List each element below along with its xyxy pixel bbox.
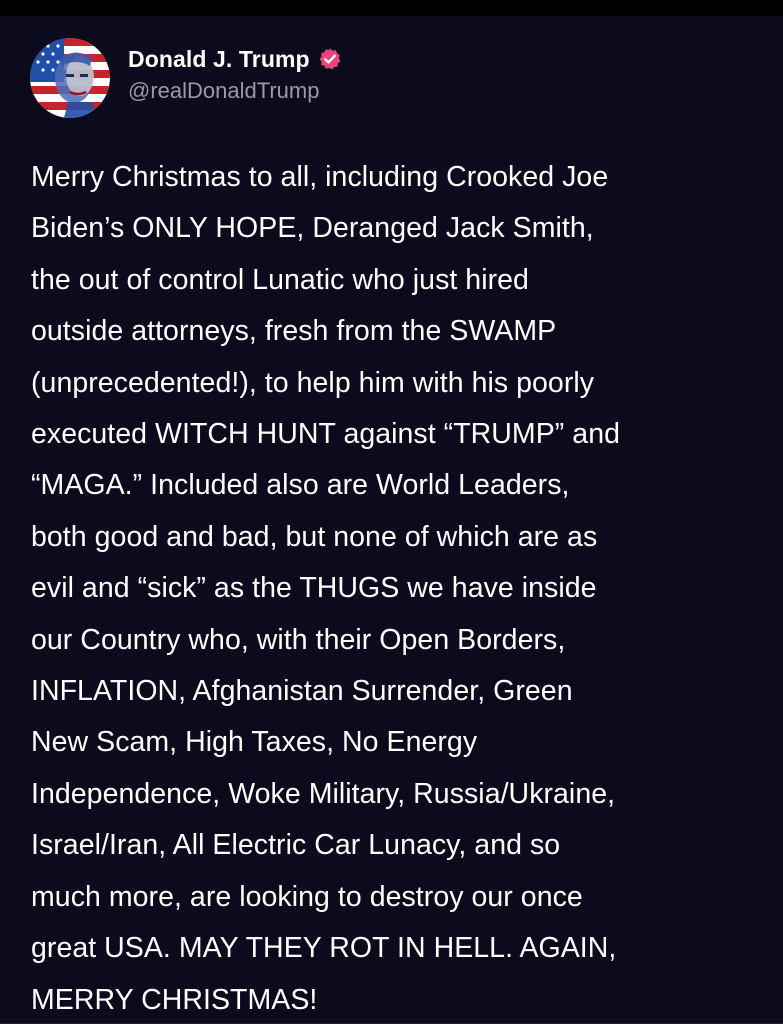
display-name[interactable]: Donald J. Trump	[128, 45, 310, 72]
verified-badge-icon	[318, 47, 342, 71]
avatar[interactable]	[30, 38, 110, 118]
top-edge-strip	[0, 0, 783, 16]
author-block	[128, 44, 342, 104]
post-body-text: Merry Christmas to all, including Crooked Joe Biden’s ONLY HOPE, Deranged Jack Smith, the out of control Lunatic who just hired outside attorneys, fresh from the SWAMP (unprecedented!), to help him with his poorly executed WITCH HUNT against “TRUMP” and “MAGA.” Included also are World Leaders, both good and bad, but none of which are as evil and “sick” as the THUGS we have inside our Country who, with their Open Borders, INFLATION, Afghanistan Surrender, Green New Scam, High Taxes, No Energy Independence, Woke Military, Russia/Ukraine, Israel/Iran, All Electric Car Lunacy, and so much more, are looking to destroy our once great USA. MAY THEY ROT IN HELL. AGAIN, MERRY CHRISTMAS!	[31, 161, 620, 1016]
author-handle[interactable]: @realDonaldTrump	[128, 78, 320, 103]
post-card[interactable]	[0, 16, 783, 1024]
name-row	[128, 44, 342, 74]
flag-portrait-avatar-icon	[30, 38, 110, 118]
